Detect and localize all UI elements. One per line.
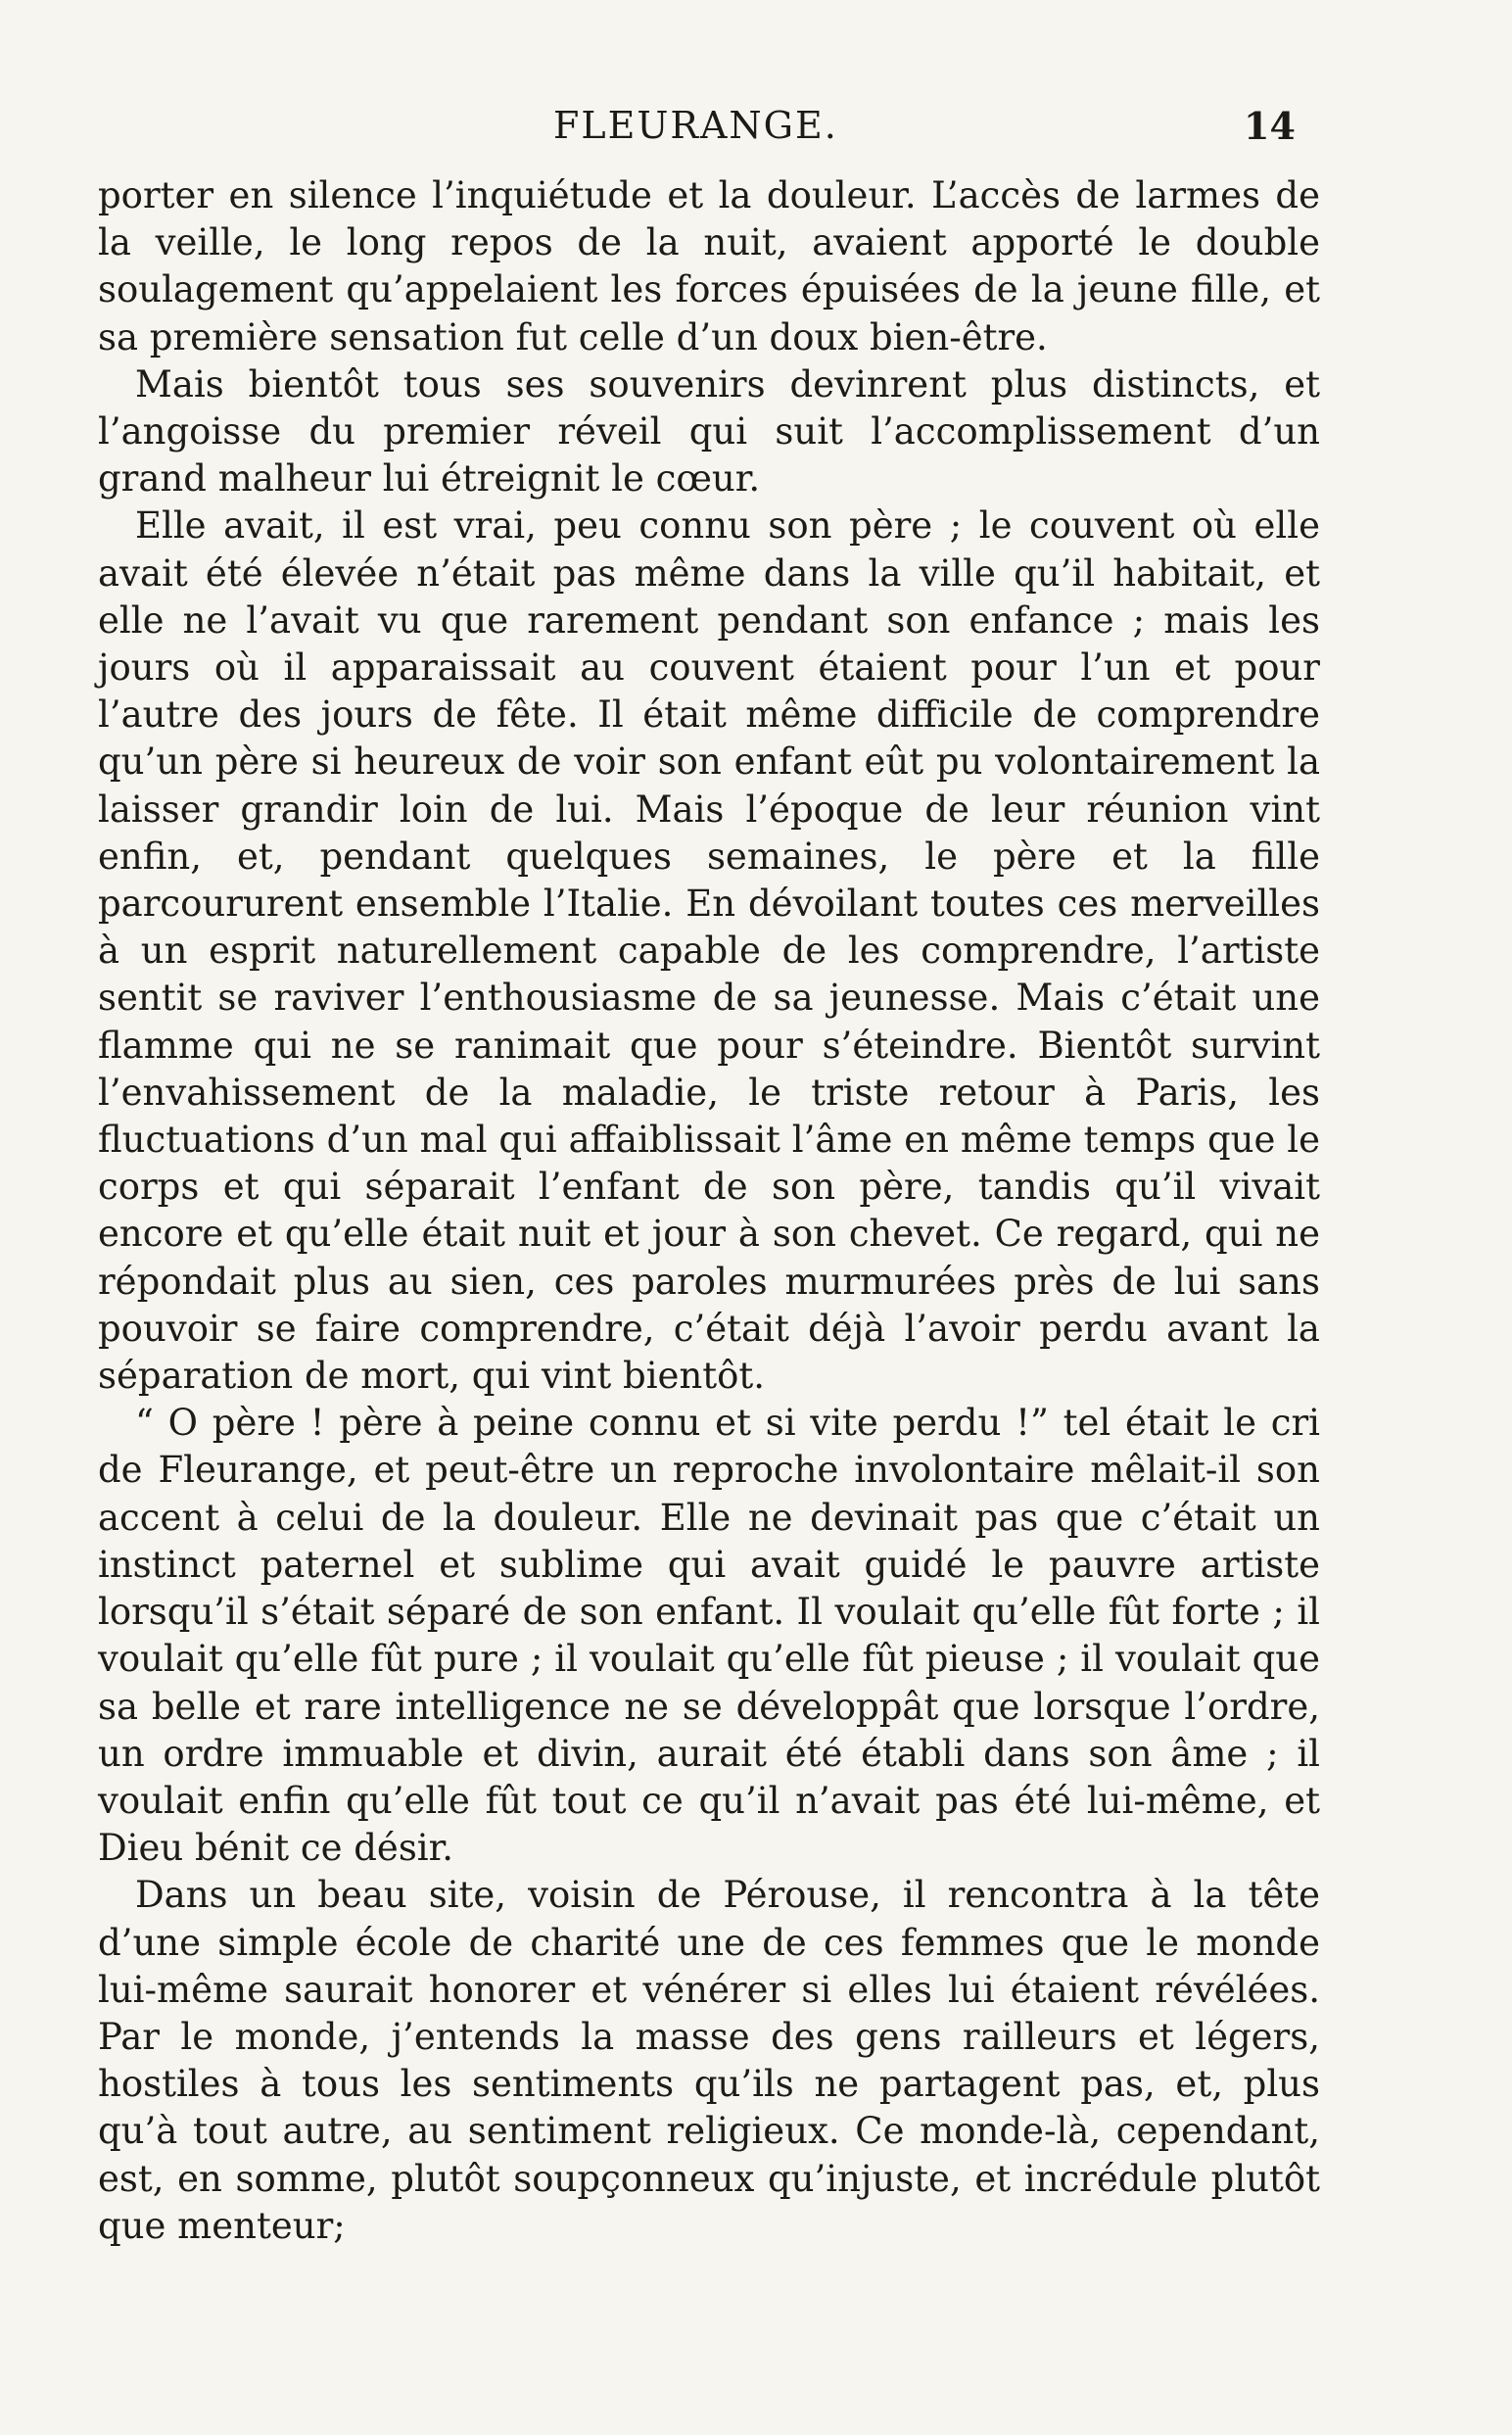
- page-number: 14: [1244, 104, 1296, 148]
- paragraph-1: porter en silence l’inquiétude et la douleur. L’accès de larmes de la veille, le long repos de la nuit, avaient apporté le double soulagement qu’appelaient les forces épuisées de la jeune fille, et sa première sensation fut celle d’un doux bien-être.: [98, 174, 1320, 358]
- paragraph-4: “ O père ! père à peine connu et si vite perdu !” tel était le cri de Fleurange, et peut-être un reproche involontaire mêlait-il son accent à celui de la douleur. Elle ne devinait pas que c’était un instinct paternel et sublime qui avait guidé le pauvre artiste lorsqu’il s’était séparé de son enfant. Il voulait qu’elle fût forte ; il voulait qu’elle fût pure ; il voulait qu’elle fût pieuse ; il voulait que sa belle et rare intelligence ne se développât que lorsque l’ordre, un ordre immuable et divin, aurait été établi dans son âme ; il voulait enfin qu’elle fût tout ce qu’il n’avait pas été lui-même, et Dieu bénit ce désir.: [98, 1402, 1320, 1870]
- paragraph-3: Elle avait, il est vrai, peu connu son père ; le couvent où elle avait été élevée n’était pas même dans la ville qu’il habitait, et elle ne l’avait vu que rarement pendant son enfance ; mais les jours où il apparaissait au couvent étaient pour l’un et pour l’autre des jours de fête. Il était même difficile de comprendre qu’un père si heureux de voir son enfant eût pu volontairement la laisser grandir loin de lui. Mais l’époque de leur réunion vint enfin, et, pendant quelques semaines, le père et la fille parcoururent ensemble l’Italie. En dévoilant toutes ces merveilles à un esprit naturellement capable de les comprendre, l’artiste sentit se raviver l’enthousiasme de sa jeunesse. Mais c’était une flamme qui ne se ranimait que pour s’éteindre. Bientôt survint l’envahissement de la maladie, le triste retour à Paris, les fluctuations d’un mal qui affaiblissait l’âme en même temps que le corps et qui séparait l’enfant de son père, tandis qu’il vivait encore et qu’elle était nuit et jour à son chevet. Ce regard, qui ne répondait plus au sien, ces paroles murmurées près de lui sans pouvoir se faire comprendre, c’était déjà l’avoir perdu avant la séparation de mort, qui vint bientôt.: [98, 504, 1320, 1398]
- paragraph-5: Dans un beau site, voisin de Pérouse, il rencontra à la tête d’une simple école de charité une de ces femmes que le monde lui-même saurait honorer et vénérer si elles lui étaient révélées. Par le monde, j’entends la masse des gens railleurs et légers, hostiles à tous les sentiments qu’ils ne partagent pas, et, plus qu’à tout autre, au sentiment religieux. Ce monde-là, cependant, est, en somme, plutôt soupçonneux qu’injuste, et incrédule plutôt que menteur;: [98, 1874, 1320, 2247]
- running-title: FLEURANGE.: [553, 104, 838, 147]
- paragraph-2: Mais bientôt tous ses souvenirs devinrent plus distincts, et l’angoisse du premier réveil qui suit l’accomplissement d’un grand malheur lui étreignit le cœur.: [98, 362, 1320, 501]
- body-text: [98, 172, 1320, 2250]
- running-head: [0, 104, 1512, 163]
